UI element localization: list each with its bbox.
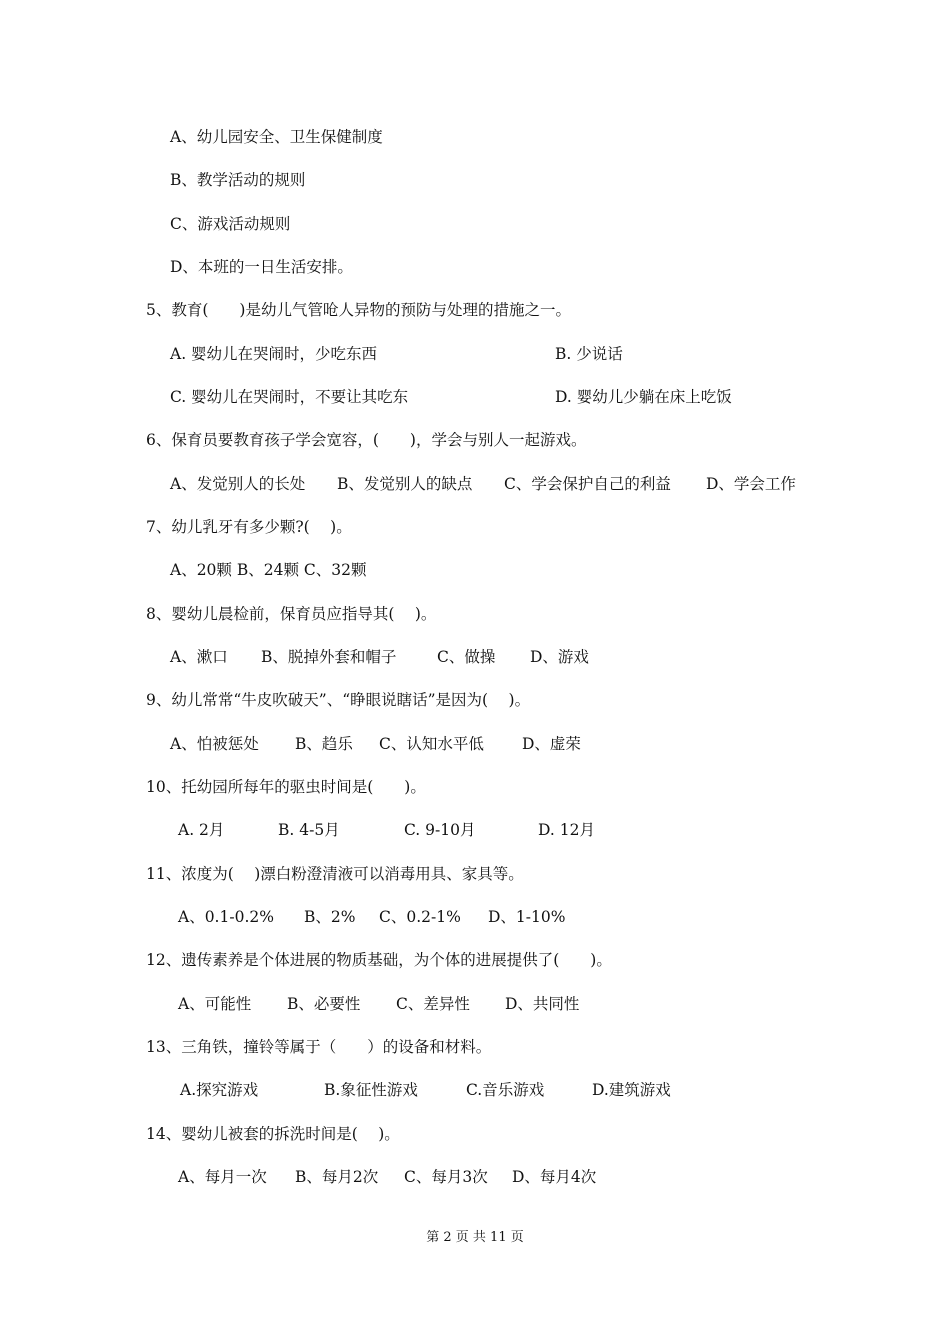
q14-option-a: A、每月一次 — [178, 1168, 267, 1186]
q8-stem: 8、婴幼儿晨检前，保育员应指导其( )。 — [146, 605, 437, 623]
q14-option-b: B、每月2次 — [295, 1168, 379, 1186]
q6-option-a: A、发觉别人的长处 — [170, 475, 306, 493]
q9-option-c: C、认知水平低 — [379, 735, 484, 753]
q9-option-a: A、怕被惩处 — [170, 735, 259, 753]
q9-options-row — [0, 734, 950, 834]
q6-stem: 6、保育员要教育孩子学会宽容，( )，学会与别人一起游戏。 — [146, 431, 587, 449]
q12-option-a: A、可能性 — [178, 995, 252, 1013]
q10-option-d: D. 12月 — [538, 821, 595, 839]
q14-option-d: D、每月4次 — [512, 1168, 597, 1186]
q6-options-row — [0, 474, 950, 574]
q7-options: A、20颗 B、24颗 C、32颗 — [170, 561, 367, 579]
q6-option-d: D、学会工作 — [706, 475, 796, 493]
q5-option-d: D. 婴幼儿少躺在床上吃饭 — [555, 388, 732, 406]
q9-option-d: D、虚荣 — [522, 735, 581, 753]
q7-stem: 7、幼儿乳牙有多少颗?( )。 — [146, 518, 352, 536]
q14-options-row — [0, 1167, 950, 1267]
q10-option-b: B. 4-5月 — [278, 821, 340, 839]
q10-stem: 10、托幼园所每年的驱虫时间是( )。 — [146, 778, 426, 796]
q6-option-b: B、发觉别人的缺点 — [337, 475, 473, 493]
q14-stem: 14、婴幼儿被套的拆洗时间是( )。 — [146, 1125, 400, 1143]
q13-options-row — [0, 1080, 950, 1180]
q8-option-c: C、做操 — [437, 648, 496, 666]
q5-stem: 5、教育( )是幼儿气管呛人异物的预防与处理的措施之一。 — [146, 301, 571, 319]
q5-option-a: A. 婴幼儿在哭闹时，少吃东西 — [170, 345, 378, 363]
q11-option-d: D、1-10% — [488, 908, 566, 926]
q12-option-b: B、必要性 — [287, 995, 361, 1013]
q8-option-b: B、脱掉外套和帽子 — [261, 648, 397, 666]
q4-option-b: B、教学活动的规则 — [170, 171, 306, 189]
q12-option-c: C、差异性 — [396, 995, 470, 1013]
q4-option-a: A、幼儿园安全、卫生保健制度 — [170, 128, 383, 146]
q12-stem: 12、遗传素养是个体进展的物质基础，为个体的进展提供了( )。 — [146, 951, 612, 969]
q12-option-d: D、共同性 — [505, 995, 580, 1013]
q11-option-a: A、0.1-0.2% — [178, 908, 274, 926]
q4-option-c: C、游戏活动规则 — [170, 215, 291, 233]
q11-option-b: B、2% — [304, 908, 356, 926]
q10-option-a: A. 2月 — [178, 821, 225, 839]
q13-option-b: B.象征性游戏 — [324, 1081, 418, 1099]
q11-stem: 11、浓度为( )漂白粉澄清液可以消毒用具、家具等。 — [146, 865, 524, 883]
q4-option-d: D、本班的一日生活安排。 — [170, 258, 353, 276]
q14-option-c: C、每月3次 — [404, 1168, 488, 1186]
q5-option-c: C. 婴幼儿在哭闹时，不要让其吃东 — [170, 388, 409, 406]
q13-stem: 13、三角铁，撞铃等属于（ ）的设备和材料。 — [146, 1038, 492, 1056]
q10-option-c: C. 9-10月 — [404, 821, 476, 839]
q9-option-b: B、趋乐 — [295, 735, 353, 753]
q13-option-a: A.探究游戏 — [180, 1081, 259, 1099]
q11-option-c: C、0.2-1% — [379, 908, 461, 926]
q13-option-c: C.音乐游戏 — [466, 1081, 545, 1099]
q6-option-c: C、学会保护自己的利益 — [504, 475, 671, 493]
page-number-footer: 第 2 页 共 11 页 — [426, 1230, 524, 1245]
q5-option-b: B. 少说话 — [555, 345, 623, 363]
q8-option-a: A、漱口 — [170, 648, 228, 666]
q13-option-d: D.建筑游戏 — [592, 1081, 671, 1099]
q8-option-d: D、游戏 — [530, 648, 589, 666]
q9-stem: 9、幼儿常常“牛皮吹破天”、“睁眼说瞎话”是因为( )。 — [146, 691, 531, 709]
